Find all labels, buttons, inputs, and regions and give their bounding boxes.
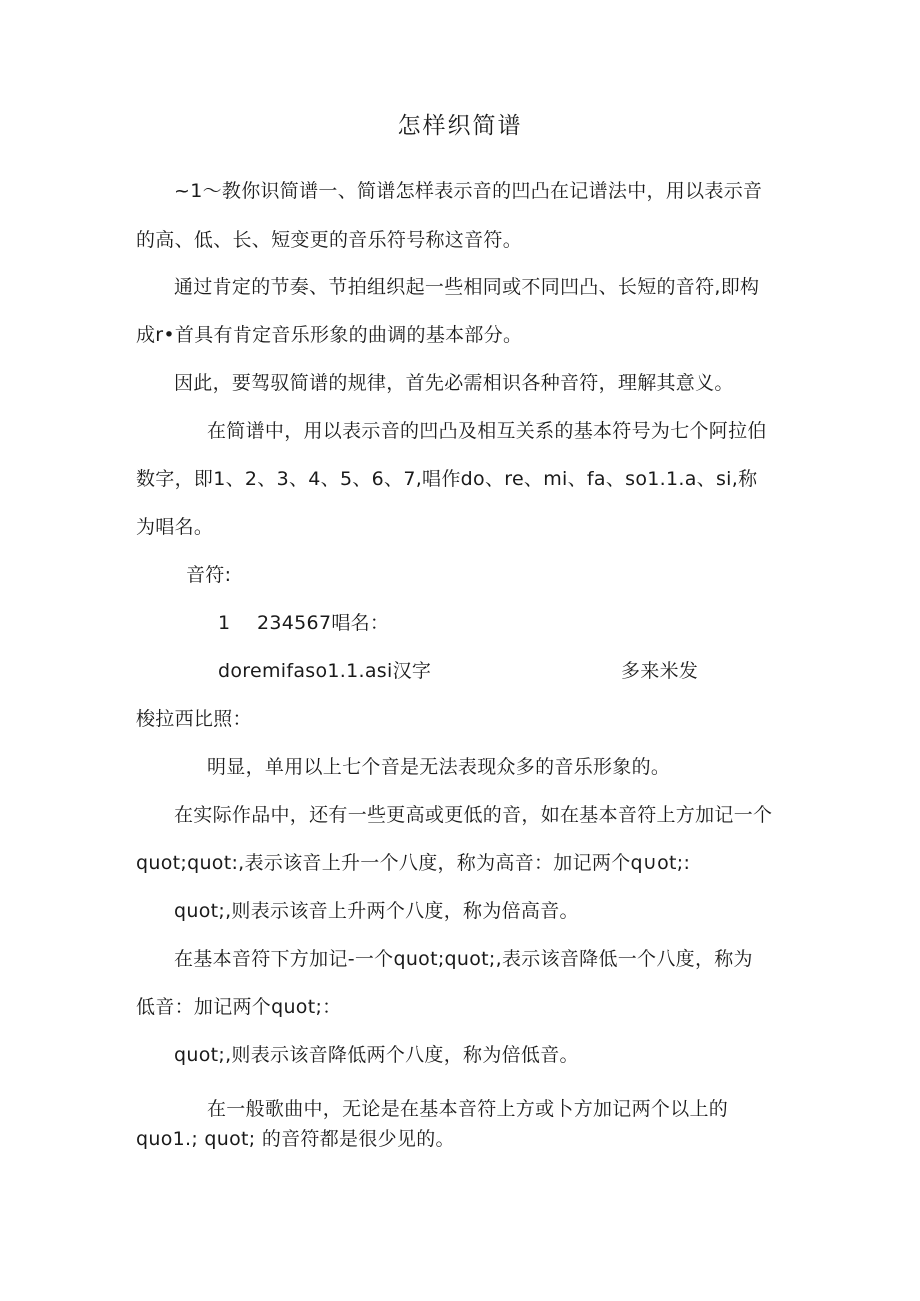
paragraph-line: 在基本音符下方加记-一个quot;quot;,表示该音降低一个八度，称为 <box>174 948 753 970</box>
paragraph-line: quot;quot:,表示该音上升一个八度，称为高音：加记两个q∪ot;: <box>136 852 691 874</box>
paragraph-line: 通过肯定的节奏、节拍组织起一些相同或不同凹凸、长短的音符,即构 <box>174 276 760 298</box>
paragraph-line: 低音：加记两个quot;： <box>136 996 342 1018</box>
notes-numbers: 234567唱名： <box>257 612 390 634</box>
notes-number-one: 1 <box>218 612 231 634</box>
paragraph-line: 因此，要驾驭简谱的规律，首先必需相识各种音符，理解其意义。 <box>174 372 734 394</box>
paragraph-line: quot;,则表示该音降低两个八度，称为倍低音。 <box>174 1044 579 1066</box>
paragraph-line: 在一般歌曲中，无论是在基本音符上方或卜方加记两个以上的 <box>207 1098 729 1120</box>
paragraph-line: 在简谱中，用以表示音的凹凸及相互关系的基本符号为七个阿拉伯 <box>207 420 767 442</box>
paragraph-line: quo1.; quot; 的音符都是很少见的。 <box>136 1128 455 1150</box>
paragraph-line: 梭拉西比照： <box>136 708 252 730</box>
paragraph-line: ~1～教你识简谱一、简谱怎样表示音的凹凸在记谱法中，用以表示音 <box>174 180 763 202</box>
paragraph-line: 音符: <box>186 564 232 586</box>
paragraph-line: quot;,则表示该音上升两个八度，称为倍高音。 <box>174 900 579 922</box>
paragraph-line: 为唱名。 <box>136 516 214 538</box>
paragraph-line: 成r•首具有肯定音乐形象的曲调的基本部分。 <box>136 324 523 346</box>
paragraph-line: 的高、低、长、短变更的音乐符号称这音符。 <box>136 229 523 251</box>
page-title: 怎样织简谱 <box>397 113 523 139</box>
paragraph-line: 数字，即1、2、3、4、5、6、7,唱作do、re、mi、fa、so1.1.a、si,称 <box>136 468 758 490</box>
chinese-names: 多来米发 <box>621 660 699 682</box>
paragraph-line: 明显，单用以上七个音是无法表现众多的音乐形象的。 <box>207 756 671 778</box>
solfege-names: doremifaso1.1.asi汉字 <box>218 660 432 682</box>
paragraph-line: 在实际作品中，还有一些更高或更低的音，如在基本音符上方加记一个 <box>174 804 773 826</box>
